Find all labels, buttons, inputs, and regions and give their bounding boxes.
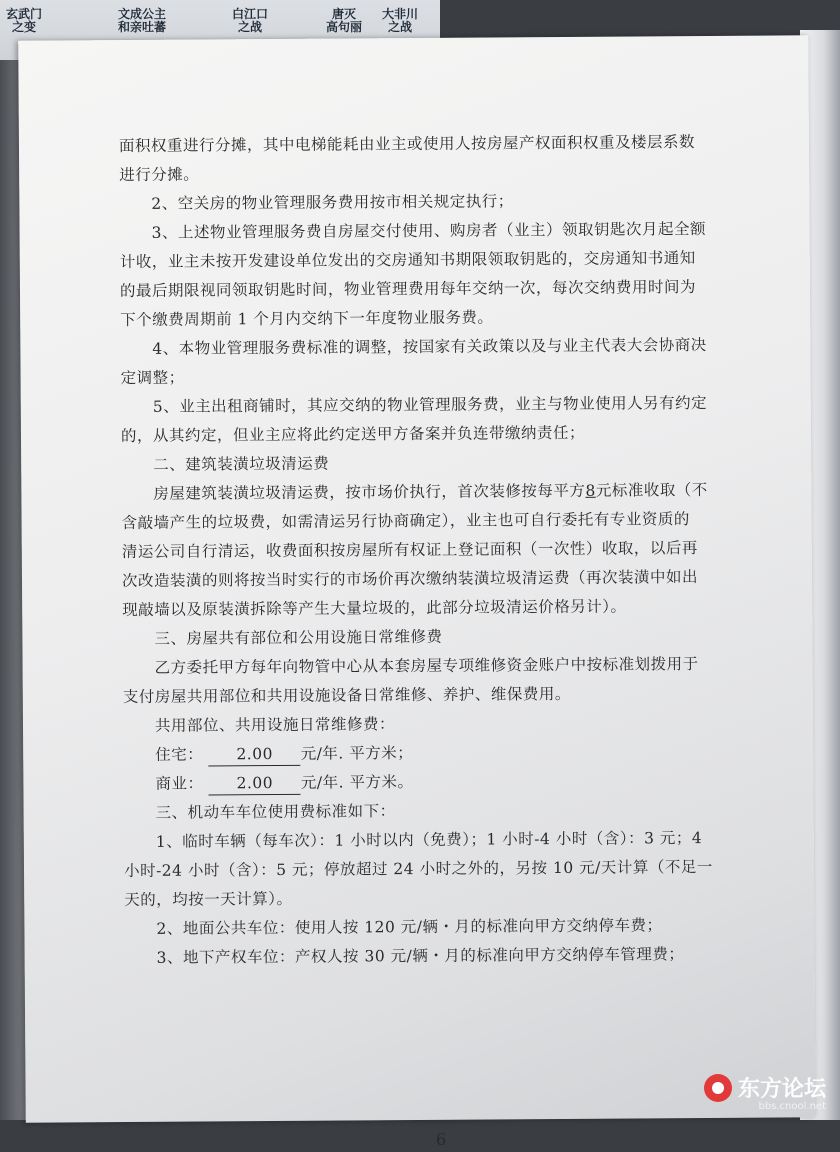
commercial-label: 商业： [155,774,204,793]
residential-fee [123,736,803,770]
commercial-fee-line [123,765,803,799]
fee-text-after: 元标准收取（不 [595,480,708,500]
book-title-line: 唐灭 [332,7,357,21]
book-title [326,8,362,34]
text-line: 二、建筑装潢垃圾清运费 [153,454,330,474]
book-title-line: 之变 [12,20,37,34]
text-line: 次改造装潢的则将按当时实行的市场价再次缴纳装潢垃圾清运费（再次装潢中如出 [121,568,699,591]
construction-fee-line [121,475,801,509]
text-line: 进行分摊。 [119,165,200,185]
residential-label: 住宅： [155,745,204,764]
forum-logo-icon [704,1074,732,1102]
document-page [18,35,816,1149]
text-line: 3、上述物业管理服务费自房屋交付使用、购房者（业主）领取钥匙次月起全额 [151,219,707,242]
book-title-line: 大非川 [382,7,419,21]
page-number: 6 [435,1129,447,1149]
text-line: 含敲墙产生的垃圾费，如需清运另行协商确定），业主也可自行委托有专业资质的 [121,510,690,533]
watermark-url: bbs.cnool.net [758,1101,826,1112]
text-line: 小时-24 小时（含）：5 元；停放超过 24 小时之外的，另按 10 元/天计算（不足一 [123,857,713,881]
watermark-name: 东方论坛 [737,1077,826,1102]
text-line: 下个缴费周期前 1 个月内交纳下一年度物业服务费。 [120,308,494,330]
text-line: 计收，业主未按开发建设单位发出的交房通知书期限领取钥匙的，交房通知书通知 [119,249,696,272]
commercial-unit: 元/年. 平方米。 [300,773,414,792]
text-line: 4、本物业管理服务费标准的调整，按国家有关政策以及与业主代表大会协商决 [152,335,707,358]
text-line: 的，从其约定，但业主应将此约定送甲方备案并负连带缴纳责任； [120,423,586,446]
text-line: 三、机动车车位使用费标准如下： [155,802,396,822]
construction-fee-text [121,475,801,509]
book-title [382,8,418,34]
book-title-line: 之战 [238,20,263,34]
book-title-line: 白江口 [232,7,269,21]
text-line: 5、业主出租商铺时，其应交纳的物业管理服务费，业主与物业使用人另有约定 [152,393,708,416]
book-title [6,8,42,34]
text-line: 定调整； [120,368,185,388]
text-line: 清运公司自行清运，收费面积按房屋所有权证上登记面积（一次性）收取，以后再 [121,539,698,562]
text-line: 三、房屋共有部位和公用设施日常维修费 [154,627,443,648]
book-title [232,8,268,34]
fee-amount: 8 [585,481,596,500]
text-line: 2、空关房的物业管理服务费用按市相关规定执行； [151,192,514,213]
book-title [118,8,166,34]
residential-value: 2.00 [209,743,301,767]
book-title-line: 玄武门 [6,7,43,21]
text-line: 1、临时车辆（每车次）：1 小时以内（免费）；1 小时-4 小时（含）：3 元；4 [155,829,703,851]
text-line: 3、地下产权车位：产权人按 30 元/辆・月的标准向甲方交纳停车管理费； [156,945,685,967]
document-paragraphs [124,794,805,973]
text-line: 现敲墙以及原装潢拆除等产生大量垃圾的，此部分垃圾清运价格另计）。 [122,597,627,620]
book-title-line: 之战 [388,20,413,34]
document-body [119,127,805,973]
text-line: 天的，均按一天计算）。 [124,889,293,910]
text-line: 2、地面公共车位：使用人按 120 元/辆・月的标准向甲方交纳停车费； [156,916,663,938]
residential-fee-line [123,736,803,770]
commercial-fee [123,765,803,799]
text-line: 的最后期限视同领取钥匙时间，物业管理费用每年交纳一次，每次交纳费用时间为 [119,278,697,301]
book-title-line: 文成公主 [118,7,167,21]
book-title-line: 和亲吐蕃 [118,20,167,34]
fee-text-before: 房屋建筑装潢垃圾清运费，按市场价执行，首次装修按每平方 [153,481,586,503]
book-title-line: 高句丽 [326,20,363,34]
text-line: 共用部位、共用设施日常维修费： [154,715,396,735]
forum-watermark [704,1072,826,1112]
text-line: 支付房屋共用部位和共用设施设备日常维修、养护、维保费用。 [122,684,571,707]
residential-unit: 元/年. 平方米； [300,744,414,763]
text-line: 面积权重进行分摊，其中电梯能耗由业主或使用人按房屋产权面积权重及楼层系数 [118,133,696,156]
document-paragraphs [122,504,804,741]
text-line: 乙方委托甲方每年向物管中心从本套房屋专项维修资金账户中按标准划拨用于 [154,655,699,677]
commercial-value: 2.00 [209,772,301,796]
document-paragraphs [119,127,801,480]
